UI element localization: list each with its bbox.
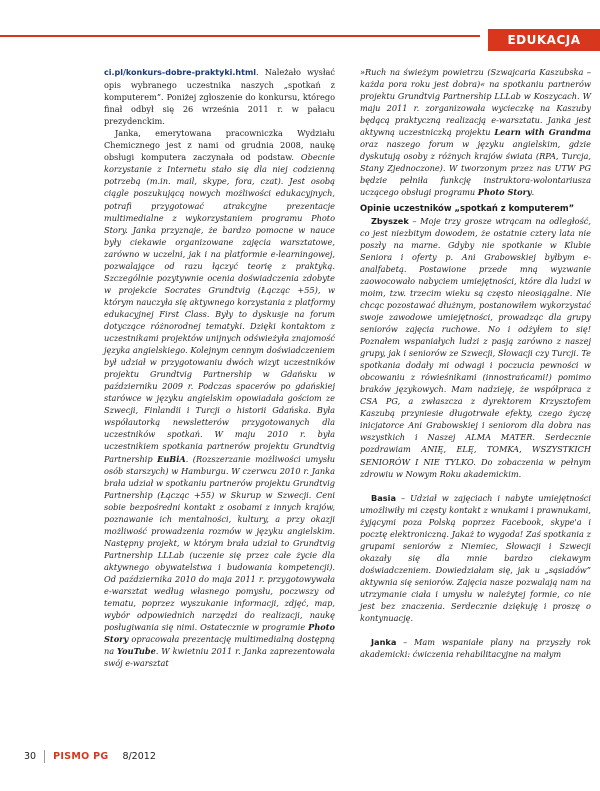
- subheading: Opinie uczestników „spotkań z komputerem”: [360, 202, 575, 213]
- paragraph-gap: [360, 624, 591, 636]
- text-run: YouTube: [117, 646, 156, 657]
- footer-divider: [44, 750, 45, 763]
- text-run: EuBiA: [157, 453, 186, 464]
- text-run: –: [408, 215, 421, 226]
- speaker-name: Basia: [371, 492, 396, 503]
- paragraph: [360, 215, 591, 480]
- paragraph: [360, 492, 591, 625]
- text-run: Udział w zajęciach i nabyte umiejętności umożliwiły mi częsty kontakt z wnukami i prawnukami, żyjącymi poza Polską poprzez Facebook, skype'a i pocztę elektroniczną. Jakaż to wygoda! Zaś spotkania z grupami seniorów z Niemiec, Słowacji i Szwecji okazały się dla mnie bardzo ciekawym doświadczeniem. Dowiedziałam się, jak u „sąsiadów” aktywnia się seniorów. Zajęcia nasze pozwalają nam na utrzymanie ciała i umysłu w należytej formie, co nie jest bez znaczenia. Serdecznie dziękuję i proszę o kontynuację.: [360, 492, 591, 624]
- section-label: EDUKACJA: [488, 29, 600, 51]
- header-rule: [0, 35, 480, 37]
- text-run: –: [395, 492, 411, 503]
- paragraph: [360, 636, 591, 660]
- paragraph: [104, 66, 335, 127]
- text-run: oraz naszego forum w języku angielskim, gdzie dyskutują osoby z różnych krajów świata (RPA, Turcja, Stany Zjednoczone). W tworzonym przez nas UTW PG będzie pełniła funkcję instruktora-wolontariusza uczącego obsługi programu: [360, 139, 591, 198]
- left-column: [104, 66, 335, 669]
- text-run: Dzięki kontaktom z uczestnikami projektów unijnych odświeżyła znajomość języka angielskiego. Kolejnym cennym doświadczeniem był udział w przygotowaniu dwóch wizyt uczestników projektu Grundtvig Partnership w Gdańsku w październiku 2009 r. Podczas spacerów po gdańskiej starówce w języku angielskim opowiadała gościom ze Szwecji, Finlandii i Turcji o historii Gdańska. Była współautorką newsletterów przygotowanych dla uczestników spotkań. W maju 2010 r. była uczestnikiem spotkania partnerów projektu Grundtvig Partnership: [104, 320, 335, 464]
- text-run: . (Rozszerzanie możliwości umysłu osób starszych) w Hamburgu. W czerwcu 2010 r. Janka brała udział w spotkaniu partnerów projektu Grundtvig Partnership (Łącząc +55) w Skurup w Szwecji. Ceni sobie bezpośredni kontakt z osobami z innych krajów, poznawanie ich mentalności, kultury, a przy okazji możliwość prowadzenia rozmów w języku angielskim. Następny projekt, w którym brała udział to Grundtvig Partnership LLLab (uczenie się przez całe życie dla aktywnego obywatelstwa i budowania kompetencji). Od października 2010 do maja 2011 r. przygotowywała e-warsztat według własnego pomysłu, poczwszy od tematu, poprzez wyszukanie informacji, zdjęć, map, wybór odpowiednich narzędzi do realizacji, naukę posługiwania się nimi. Ostatecznie w programie: [104, 453, 335, 633]
- magazine-name: PISMO PG: [53, 750, 109, 762]
- text-run: Obecnie korzystanie z Internetu stało się dla niej codzienną potrzebą (m.in. mail, skype, fora, czat). Jest osobą ciągle poszukującą nowych możliwości edukacyjnych, potrafi przygotować atrakcyjne prezentacje multimedialne z wykorzystaniem programu Photo Story. Janka przyznaje, że bardzo pomocne w nauce były ciekawie organizowane zajęcia warsztatowe, zarówno w uczelni, jak i na platformie e-learningowej, pozwalające od razu łączyć teorię z praktyką. Szczególnie pozytywnie ocenia doświadczenia zdobyte w projekcie Socrates Grundtvig (Łącząc +55), w którym nauczyła się aktywnego korzystania z platformy edukacyjnej First Class. Były to dyskusje na forum dotyczące różnorodnej tematyki.: [104, 152, 335, 331]
- url-text: ci.pl/konkurs-dobre-praktyki.html: [104, 68, 257, 77]
- right-column: [360, 66, 591, 660]
- text-run: –: [396, 637, 415, 648]
- text-run: Photo Story: [104, 622, 335, 645]
- page-number: 30: [24, 750, 37, 762]
- text-run: . Należało wysłać opis wybranego uczestnika naszych „spotkań z komputerem”. Poniżej zgłoszenie do konkursu, którego finał odbył się 26 września 2011 r. w pałacu prezydenckim.: [104, 67, 335, 127]
- speaker-name: Zbyszek: [371, 215, 409, 226]
- paragraph: [360, 66, 591, 199]
- text-run: Moje trzy grosze wtrącam na odległość, co jest niezbitym dowodem, że ostatnie cztery lata nie poszły na marne. Gdyby nie spotkanie w Klubie Seniora i oferty p. Ani Grabowskiej byłbym e-analfabetą. Postawione przede mną wyzwanie zaowocowało nabyciem umiejętności, które dla ludzi w moim, tzw. trzecim wieku są często nieosiągalne. Nie chcąc pozostawać dłużnym, postanowiłem wykorzystać swoje zawodowe umiejętności, prowadząc dla grupy seniorów zajęcia ruchowe. No i odżyłem to się! Poznałem wspaniałych ludzi z pasją zarówno z naszej grupy, jak i seniorów ze Szwecji, Słowacji czy Turcji. Te spotkania dodały mi odwagi i poczucia pewności w obcowaniu z rówieśnikami (innostrańcami!) pomimo braków językowych. Mam nadzieję, że współpraca z CSA PG, a zwłaszcza z dyrektorem Krzysztofem Kaszubą przyniesie długotrwałe efekty, czego życzę inicjatorce Ani Grabowskiej i seniorom dla dobra nas wszystkich i Naszej ALMA MATER. Serdecznie pozdrawiam ANIĘ, ELĘ, TOMKA, WSZYSTKICH SENIORÓW I NIE TYLKO. Do zobaczenia w pełnym zdrowiu w Nowym Roku akademickim.: [360, 215, 591, 479]
- text-run: .: [531, 187, 535, 198]
- text-run: Photo Story: [477, 187, 532, 198]
- paragraph-gap: [360, 480, 591, 492]
- paragraph: [104, 127, 335, 669]
- page-footer: [24, 748, 156, 764]
- text-run: opracowała prezentację multimedialną dostępną na: [104, 634, 335, 657]
- text-run: Mam wspaniałe plany na przyszły rok akademicki: ćwiczenia rehabilitacyjne na małym: [360, 637, 591, 660]
- text-run: . W kwietniu 2011 r. Janka zaprezentowała swój e-warsztat: [104, 646, 336, 669]
- issue-number: 8/2012: [122, 750, 156, 762]
- speaker-name: Janka: [371, 637, 397, 648]
- text-run: »Ruch na świeżym powietrzu (Szwajcaria Kaszubska – każda pora roku jest dobra)« na spotkaniu partnerów projektu Grundtvig Partnership LLLab w Koszycach. W maju 2011 r. zorganizowała wycieczkę na Kaszuby będącą praktyczną realizacją e-warsztatu. Janka jest aktywną uczestniczką projektu: [360, 67, 591, 138]
- text-run: Learn with Grandma: [494, 127, 591, 138]
- text-run: Janka, emerytowana pracowniczka Wydziału Chemicznego jest z nami od grudnia 2008, naukę obsługi komputera zaczynała od podstaw.: [104, 128, 335, 163]
